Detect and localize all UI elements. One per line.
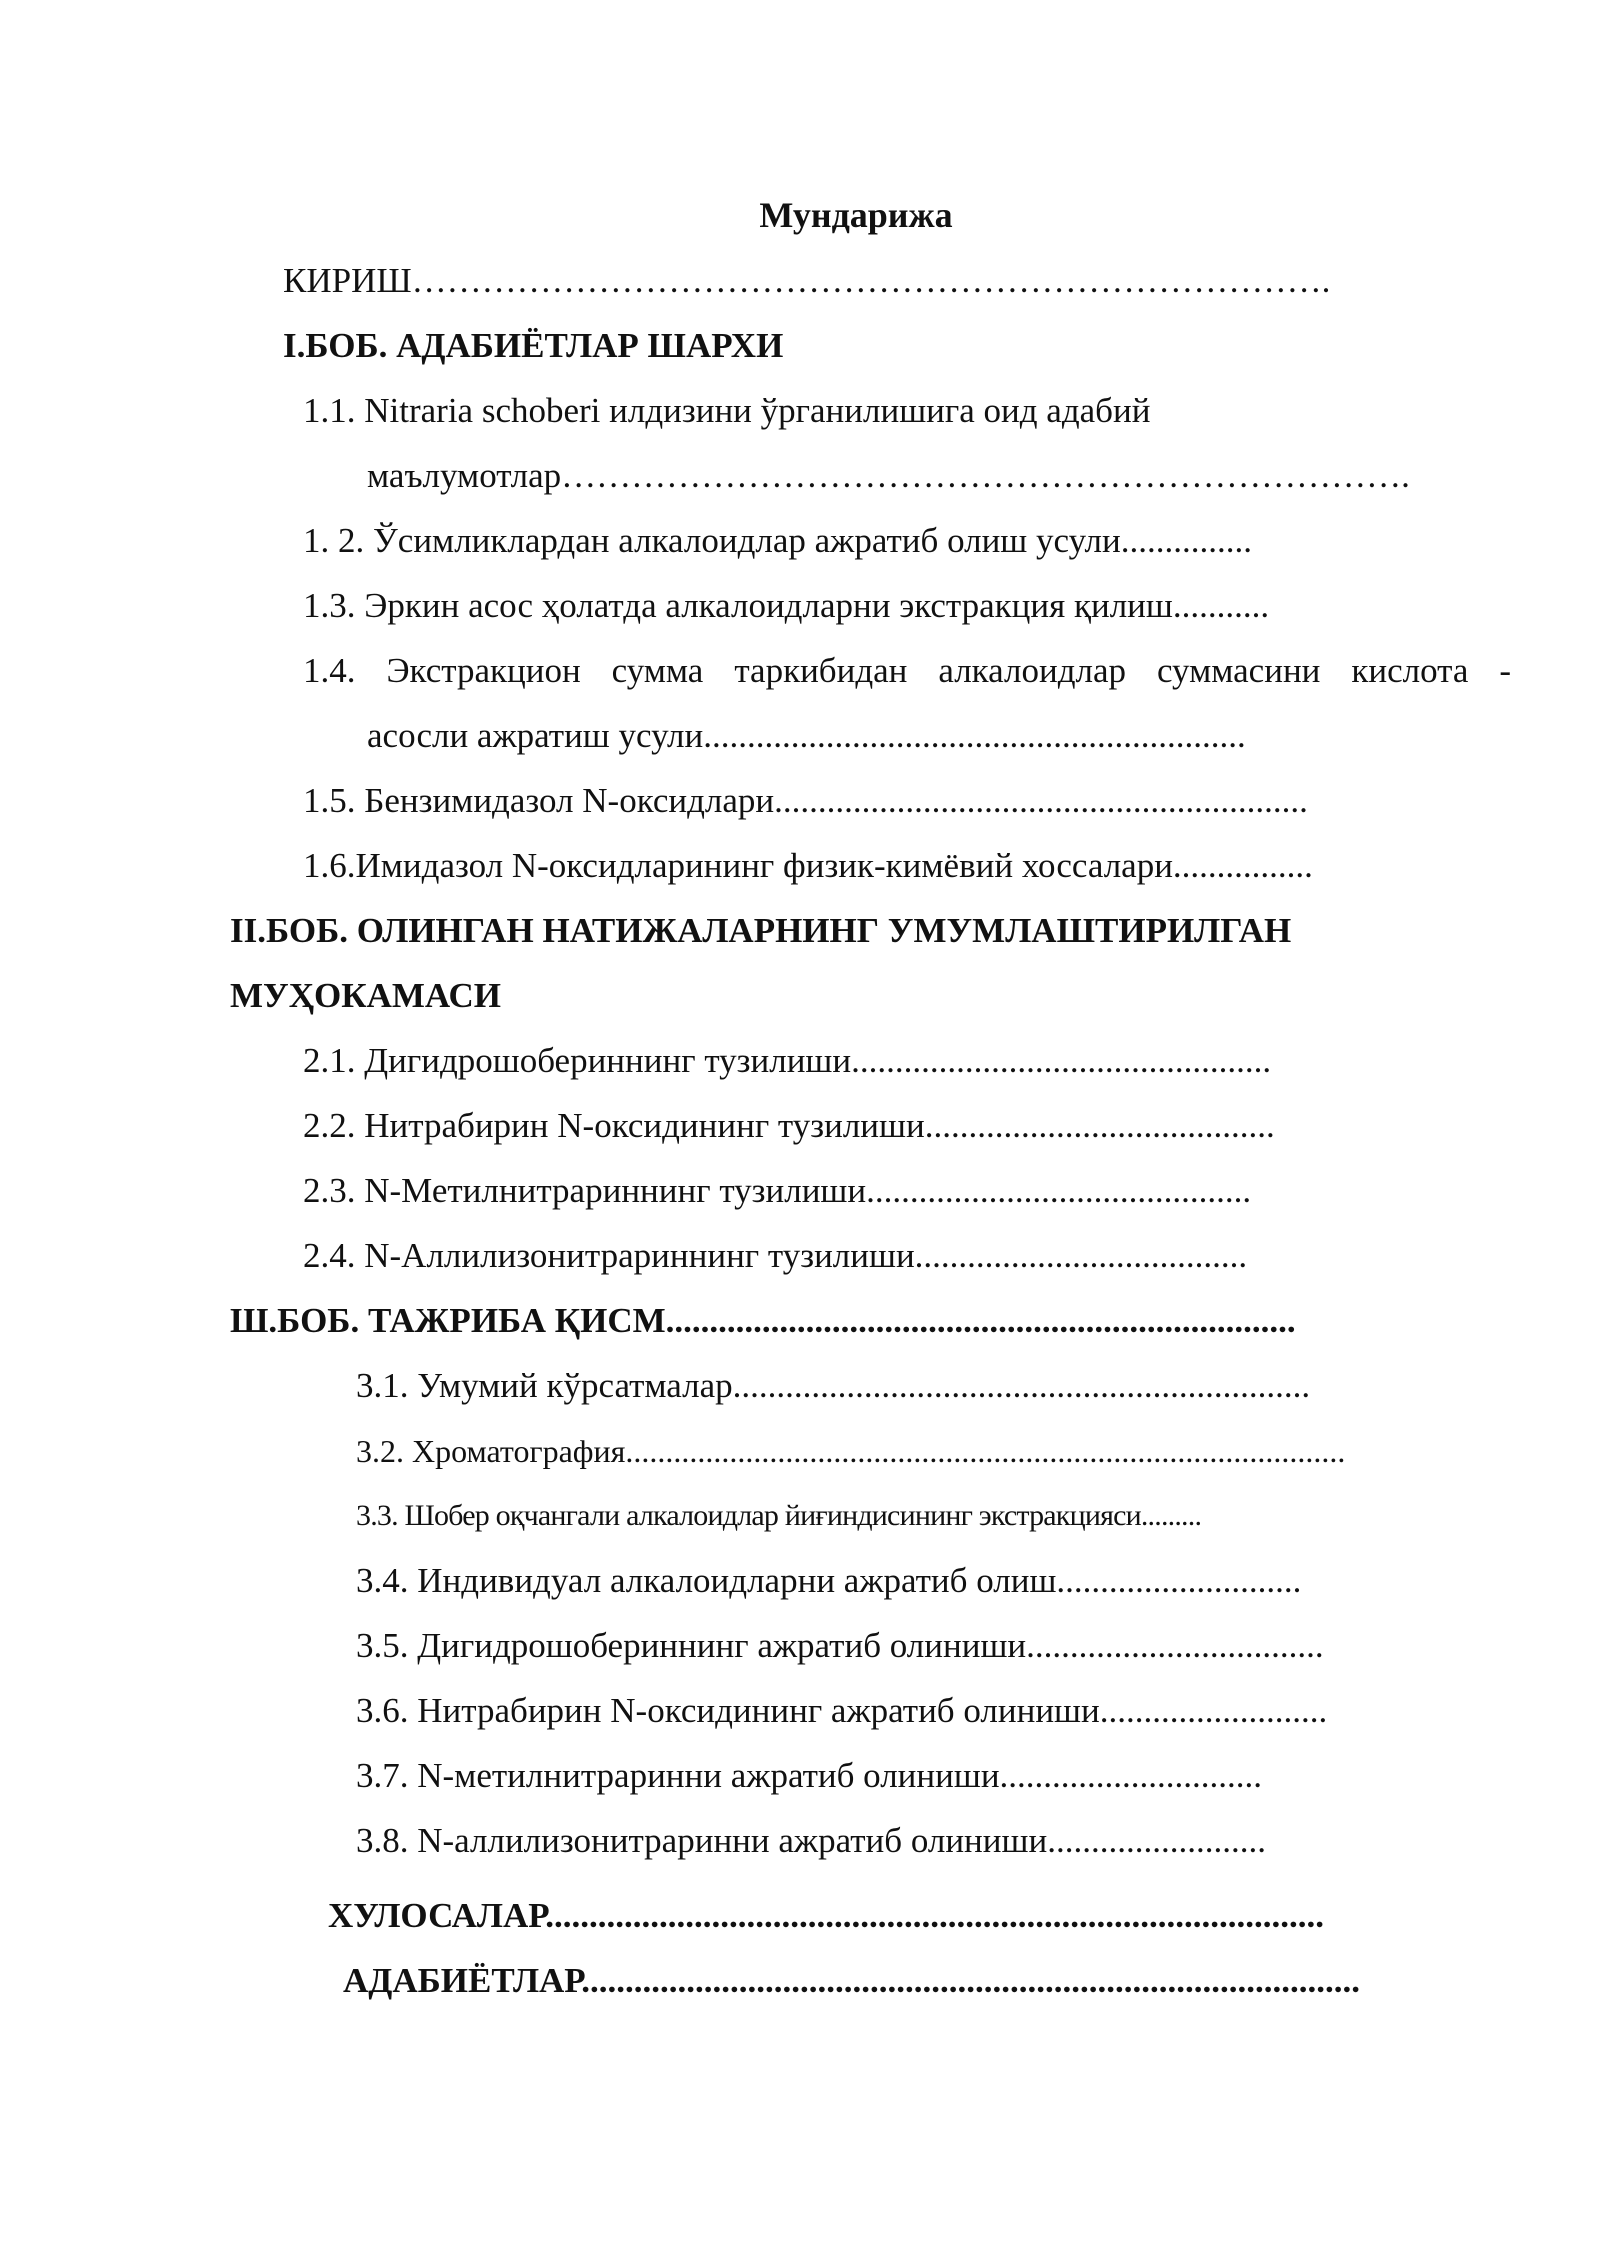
- toc-entry-3-3: 3.3. Шобер оқчангали алкалоидлар йиғиндисининг экстракцияси.........: [356, 1499, 1202, 1532]
- toc-chapter-2-title-continued: МУҲОКАМАСИ: [230, 976, 501, 1015]
- toc-entry-3-4: 3.4. Индивидуал алкалоидларни ажратиб олиш............................: [356, 1561, 1302, 1600]
- toc-word: 1.4.: [303, 651, 356, 690]
- toc-entry-1-1: 1.1. Nitraria schoberi илдизини ўрганилишига оид адабий: [303, 391, 1151, 430]
- toc-word: -: [1499, 651, 1511, 690]
- toc-word: таркибидан: [734, 651, 908, 690]
- toc-entry-3-5: 3.5. Дигидрошобериннинг ажратиб олиниши..................................: [356, 1626, 1324, 1665]
- toc-entry-1-4: [303, 646, 1511, 696]
- page-title: Мундарижа: [759, 195, 953, 235]
- toc-entry-1-5: 1.5. Бензимидазол N-оксидлари.............................................................: [303, 781, 1308, 820]
- toc-entry-2-1: 2.1. Дигидрошобериннинг тузилиши................................................: [303, 1041, 1272, 1080]
- toc-chapter-2-title: II.БОБ. ОЛИНГАН НАТИЖАЛАРНИНГ УМУМЛАШТИРИЛГАН: [230, 911, 1292, 950]
- toc-entry-intro: КИРИШ…………………………………………………………………….: [283, 261, 1331, 300]
- toc-entry-2-2: 2.2. Нитрабирин N-оксидининг тузилиши........................................: [303, 1106, 1275, 1145]
- toc-entry-2-3: 2.3. N-Метилнитрариннинг тузилиши............................................: [303, 1171, 1252, 1210]
- toc-entry-1-1-continued: маълумотлар……………………………………………………………….: [367, 456, 1410, 495]
- toc-word: сумма: [611, 651, 704, 690]
- toc-word: суммасини: [1156, 651, 1321, 690]
- toc-entry-3-2: 3.2. Хроматография..........................................................................................: [356, 1433, 1346, 1469]
- toc-entry-references: АДАБИЁТЛАР.........................................................................................: [343, 1961, 1361, 2000]
- toc-word: кислота: [1351, 651, 1469, 690]
- toc-entry-1-3: 1.3. Эркин асос ҳолатда алкалоидларни экстракция қилиш...........: [303, 586, 1270, 625]
- toc-chapter-3-title: Ш.БОБ. ТАЖРИБА ҚИСМ........................................................................: [230, 1301, 1296, 1340]
- toc-entry-conclusions: ХУЛОСАЛАР.........................................................................................: [328, 1896, 1324, 1935]
- toc-entry-3-8: 3.8. N-аллилизонитраринни ажратиб олиниши.........................: [356, 1821, 1266, 1860]
- toc-entry-1-2: 1. 2. Ўсимликлардан алкалоидлар ажратиб олиш усули...............: [303, 521, 1252, 560]
- toc-entry-2-4: 2.4. N-Аллилизонитрариннинг тузилиши......................................: [303, 1236, 1248, 1275]
- toc-word: Экстракцион: [386, 651, 581, 690]
- toc-entry-3-6: 3.6. Нитрабирин N-оксидининг ажратиб олиниши..........................: [356, 1691, 1328, 1730]
- toc-entry-3-1: 3.1. Умумий кўрсатмалар..................................................................: [356, 1366, 1311, 1405]
- toc-entry-1-6: 1.6.Имидазол N-оксидларининг физик-кимёвий хоссалари................: [303, 846, 1313, 885]
- toc-chapter-1-title: I.БОБ. АДАБИЁТЛАР ШАРХИ: [283, 326, 784, 365]
- toc-entry-1-4-continued: асосли ажратиш усули..............................................................: [367, 716, 1246, 755]
- toc-word: алкалоидлар: [938, 651, 1127, 690]
- toc-entry-3-7: 3.7. N-метилнитраринни ажратиб олиниши..............................: [356, 1756, 1263, 1795]
